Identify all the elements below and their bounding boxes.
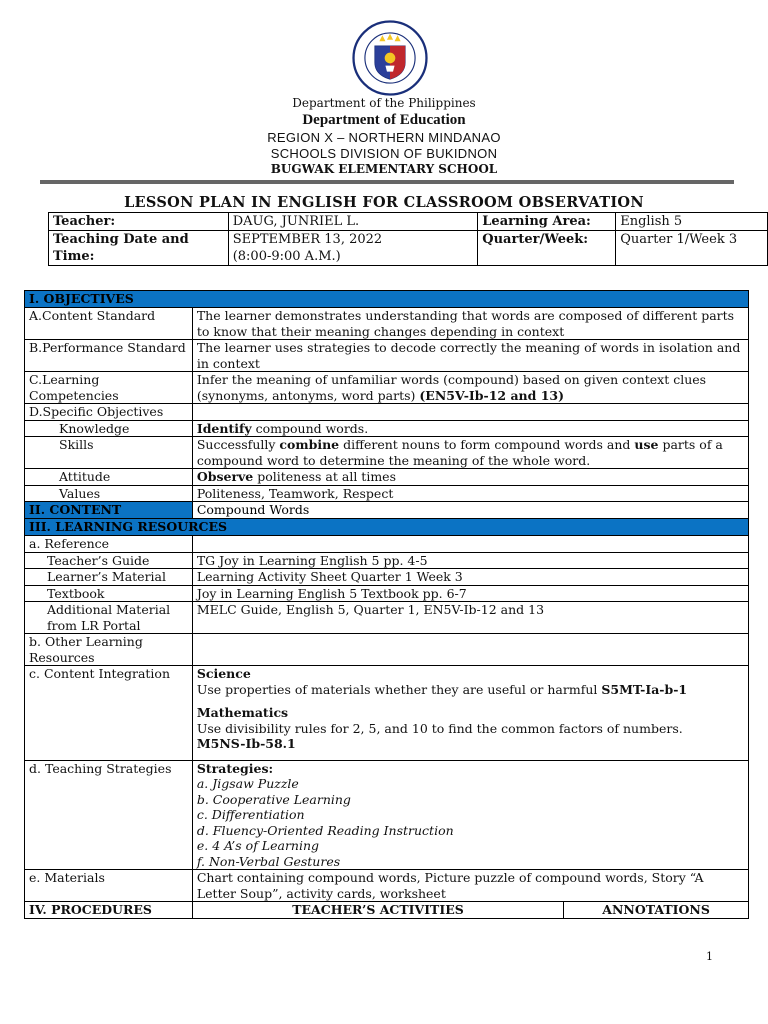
content-standard-text: The learner demonstrates understanding that words are composed of different parts to know that their meaning changes depending in context: [192, 308, 748, 340]
science-text: Use properties of materials whether they are useful or harmful: [196, 681, 602, 697]
teacher-label: Teacher:: [49, 213, 229, 231]
additional-material-value: MELC Guide, English 5, Quarter 1, EN5V-Ib-12 and 13: [192, 602, 748, 634]
competencies-code: (EN5V-Ib-12 and 13): [419, 387, 565, 403]
strategy-item: a. Jigsaw Puzzle: [196, 776, 299, 791]
learning-area-label: Learning Area:: [478, 213, 616, 231]
teachers-guide-value: TG Joy in Learning English 5 pp. 4-5: [192, 552, 748, 569]
teachers-activities-heading: TEACHER’S ACTIVITIES: [192, 902, 563, 919]
teaching-date-value: SEPTEMBER 13, 2022: [232, 232, 383, 247]
learners-material-label: Learner’s Material: [25, 569, 193, 586]
lesson-info-table: [48, 212, 768, 266]
performance-standard-text: The learner uses strategies to decode correctly the meaning of words in isolation and in context: [192, 340, 748, 372]
strategy-item: b. Cooperative Learning: [196, 791, 351, 807]
reference-label: a. Reference: [25, 536, 193, 553]
attitude-text: politeness at all times: [253, 469, 396, 484]
resources-heading: III. LEARNING RESOURCES: [25, 519, 749, 536]
values-text: Politeness, Teamwork, Respect: [192, 485, 748, 502]
strategy-item: e. 4 A’s of Learning: [196, 838, 320, 853]
teaching-strategies-label: d. Teaching Strategies: [25, 760, 193, 870]
quarter-week-label: Quarter/Week:: [478, 231, 616, 266]
additional-material-label: Additional Material from LR Portal: [25, 602, 193, 634]
content-integration-cell: [192, 666, 748, 761]
science-title: Science: [196, 666, 251, 681]
content-integration-label: c. Content Integration: [25, 666, 193, 761]
math-title: Mathematics: [196, 705, 289, 720]
knowledge-label: Knowledge: [25, 420, 193, 437]
teaching-date-cell: [228, 231, 478, 266]
textbook-value: Joy in Learning English 5 Textbook pp. 6-7: [192, 585, 748, 602]
annotations-heading: ANNOTATIONS: [564, 902, 749, 919]
content-standard-label: A.Content Standard: [25, 308, 193, 340]
header-divider: [40, 180, 734, 184]
strategy-item: c. Differentiation: [196, 807, 305, 822]
math-text: Use divisibility rules for 2, 5, and 10 to find the common factors of numbers.: [196, 720, 683, 736]
teachers-guide-label: Teacher’s Guide: [25, 552, 193, 569]
division-line: SCHOOLS DIVISION OF BUKIDNON: [270, 146, 498, 161]
math-code: M5NS-Ib-58.1: [196, 736, 296, 751]
materials-value: Chart containing compound words, Picture puzzle of compound words, Story “A Letter Soup”, activity cards, worksheet: [192, 870, 748, 902]
teaching-date-label: Teaching Date and Time:: [49, 231, 229, 266]
document-title: LESSON PLAN IN ENGLISH FOR CLASSROOM OBSERVATION: [124, 194, 644, 211]
strategies-title: Strategies:: [196, 760, 274, 776]
skills-mid: different nouns to form compound words and: [339, 437, 635, 452]
region-line: REGION X – NORTHERN MINDANAO: [267, 130, 501, 145]
attitude-label: Attitude: [25, 469, 193, 486]
materials-label: e. Materials: [25, 870, 193, 902]
teacher-value: DAUG, JUNRIEL L.: [228, 213, 478, 231]
competencies-cell: [192, 372, 748, 404]
page-number: 1: [706, 950, 713, 963]
values-label: Values: [25, 485, 193, 502]
performance-standard-label: B.Performance Standard: [25, 340, 193, 372]
skills-post: parts of a compound word to determine the meaning of the whole word.: [196, 437, 723, 468]
science-code: S5MT-Ia-b-1: [601, 681, 688, 697]
department-philippines: Department of the Philippines: [292, 96, 476, 110]
learning-area-value: English 5: [616, 213, 768, 231]
competencies-label: C.Learning Competencies: [25, 372, 193, 404]
strategy-item: f. Non-Verbal Gestures: [196, 853, 341, 869]
skills-pre: Successfully: [196, 437, 280, 452]
skills-cell: [192, 437, 748, 469]
teaching-strategies-cell: [192, 760, 748, 870]
skills-verb-use: use: [634, 437, 659, 452]
skills-verb-combine: combine: [279, 437, 340, 452]
other-resources-label: b. Other Learning Resources: [25, 634, 193, 666]
specific-objectives-label: D.Specific Objectives: [25, 404, 193, 421]
reference-blank: [192, 536, 748, 553]
school-name: BUGWAK ELEMENTARY SCHOOL: [270, 162, 498, 176]
knowledge-cell: [192, 420, 748, 437]
other-resources-blank: [192, 634, 748, 666]
attitude-verb: Observe: [196, 469, 254, 484]
content-heading: II. CONTENT: [25, 502, 193, 519]
objectives-heading: I. OBJECTIVES: [25, 291, 749, 308]
skills-label: Skills: [25, 437, 193, 469]
teaching-time-value: (8:00-9:00 A.M.): [232, 249, 341, 264]
textbook-label: Textbook: [25, 585, 193, 602]
knowledge-text: compound words.: [251, 420, 369, 436]
attitude-cell: [192, 469, 748, 486]
quarter-week-value: Quarter 1/Week 3: [616, 231, 768, 266]
department-education: Department of Education: [302, 112, 466, 128]
content-value: Compound Words: [192, 502, 748, 519]
lesson-plan-table: [24, 290, 749, 919]
strategy-item: d. Fluency-Oriented Reading Instruction: [196, 822, 454, 838]
procedures-heading: IV. PROCEDURES: [25, 902, 193, 919]
specific-objectives-blank: [192, 404, 748, 421]
deped-seal-logo: [352, 20, 428, 96]
knowledge-verb: Identify: [196, 420, 252, 436]
learners-material-value: Learning Activity Sheet Quarter 1 Week 3: [192, 569, 748, 586]
competencies-text: Infer the meaning of unfamiliar words (compound) based on given context clues (synonyms, antonyms, word parts): [196, 372, 707, 403]
